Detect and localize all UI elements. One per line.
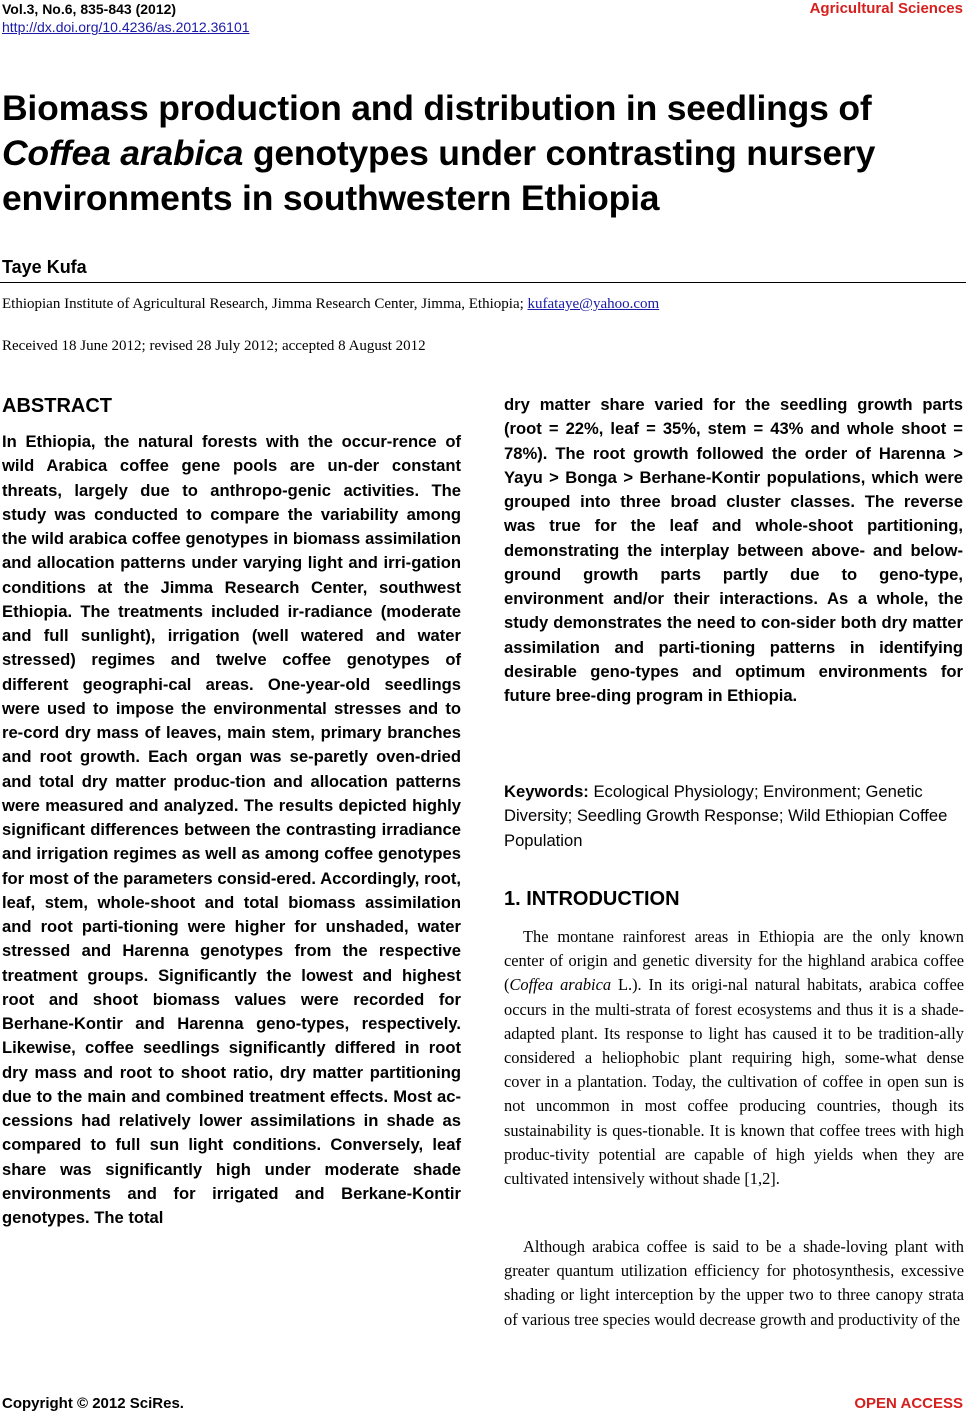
abstract-text-right: dry matter share varied for the seedling growth parts (root = 22%, leaf = 35%, stem = 43% and whole shoot = 78%). The root growth followed the order of Harenna > Yayu > Bonga > Berhane-Kontir populations, which were grouped into three broad cluster classes. The reverse was true for the leaf and whole-shoot partitioning, demonstrating the interplay between above- and below-ground growth parts partly due to geno-type, environment and/or their interactions. As a whole, the study demonstrates the need to con-sider both dry matter assimilation and parti-tioning patterns in identifying desirable geno-types and optimum environments for future bree-ding program in Ethiopia. xyxy=(504,395,963,705)
title-part-1: Biomass production and distribution in seedlings of xyxy=(2,88,872,128)
abstract-heading: ABSTRACT xyxy=(2,395,112,417)
intro-p1-end: L.). In its origi-nal natural habitats, arabica coffee occurs in the multi-strata of forest ecosystems and thus it is a shade-adapted plant. Its response to light has caused it to be tradition-ally considered a heliophobic plant requiring high, some-what dense cover in a plantation. Today, the cultivation of coffee in open sun is not uncommon in most coffee producing countries, though its sustainability is ques-tionable. It is known that coffee trees with high produc-tivity potential are capable of high yields when they are cultivated intensively without shade [1,2]. xyxy=(504,975,964,1189)
received-dates: Received 18 June 2012; revised 28 July 2012; accepted 8 August 2012 xyxy=(2,338,426,354)
running-header-citation xyxy=(2,0,250,36)
affiliation-text: Ethiopian Institute of Agricultural Research, Jimma Research Center, Jimma, Ethiopia; xyxy=(2,296,528,312)
journal-name: Agricultural Sciences xyxy=(809,0,963,17)
header-divider xyxy=(0,282,966,283)
keywords-list: Ecological Physiology; Environment; Genetic Diversity; Seedling Growth Response; Wild Ethiopian Coffee Population xyxy=(504,782,948,850)
author-name: Taye Kufa xyxy=(2,257,87,277)
introduction-heading: 1. INTRODUCTION xyxy=(504,888,680,910)
author-affiliation xyxy=(2,294,659,314)
article-title xyxy=(2,86,962,221)
keywords xyxy=(504,780,963,853)
volume-citation: Vol.3, No.6, 835-843 (2012) xyxy=(2,1,177,17)
open-access-label: OPEN ACCESS xyxy=(854,1395,963,1412)
author-email-link[interactable]: kufataye@yahoo.com xyxy=(527,296,660,312)
copyright-notice: Copyright © 2012 SciRes. xyxy=(2,1395,184,1412)
title-species-italic: Coffea arabica xyxy=(2,133,244,173)
title-part-2: genotypes under contrasting nursery environments in southwestern Ethiopia xyxy=(2,133,876,218)
keywords-label: Keywords: xyxy=(504,782,589,801)
doi-link[interactable]: http://dx.doi.org/10.4236/as.2012.36101 xyxy=(2,19,250,35)
intro-p1-species: Coffea arabica xyxy=(509,975,612,995)
introduction-paragraph-1 xyxy=(504,925,964,1191)
introduction-paragraph-2: Although arabica coffee is said to be a shade-loving plant with greater quantum utilization efficiency for photosynthesis, excessive shading or light interception by the upper two to three canopy strata of various tree species would decrease growth and productivity of the xyxy=(504,1237,964,1329)
intro-p1-start: The montane rainforest areas in Ethiopia are the only known center of origin and genetic diversity for the highland arabica coffee ( xyxy=(504,927,964,995)
abstract-text-left: In Ethiopia, the natural forests with the occur-rence of wild Arabica coffee gene pools are un-der constant threats, largely due to anthropo-genic activities. The study was conducted to compare the variability among the wild arabica coffee genotypes in biomass assimilation and allocation patterns under varying light and irri-gation conditions at the Jimma Research Center, southwest Ethiopia. The treatments included ir-radiance (moderate and full sunlight), irrigation (well watered and water stressed) regimes and twelve coffee genotypes of different geographi-cal areas. One-year-old seedlings were used to impose the environmental stresses and to re-cord dry mass of leaves, main stem, primary branches and root growth. Each organ was se-paretly oven-dried and total dry matter produc-tion and allocation patterns were measured and analyzed. The results depicted highly significant differences between the contrasting irradiance and irrigation regimes as well as among coffee genotypes for most of the parameters consid-ered. Accordingly, root, leaf, stem, whole-shoot and total biomass assimilation and root parti-tioning were higher for unshaded, water stressed and Harenna genotypes from the respective treatment groups. Significantly the lowest and highest root and shoot biomass values were recorded for Berhane-Kontir and Harenna geno-types, respectively. Likewise, coffee seedlings significantly differed in root dry mass and root to shoot ratio, dry matter partitioning due to the main and combined treatment effects. Most ac-cessions had relatively lower assimilations in shade as compared to full sun light conditions. Conversely, leaf share was significantly high under moderate shade environments and for irrigated and Berkane-Kontir genotypes. The total xyxy=(2,432,461,1227)
